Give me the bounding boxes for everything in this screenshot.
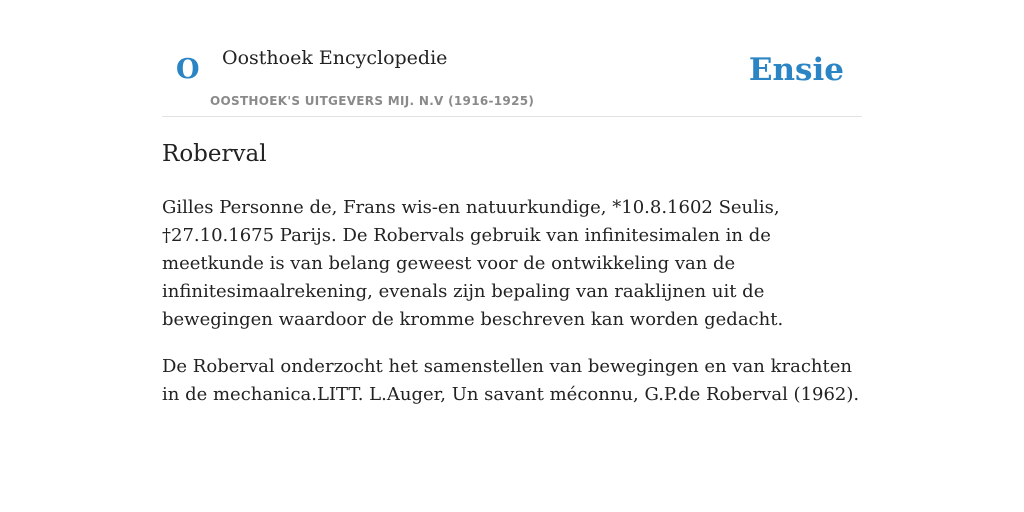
article-title: Roberval — [162, 141, 267, 167]
article-paragraph-1: Gilles Personne de, Frans wis-en natuurkundige, *10.8.1602 Seulis, †27.10.1675 Parijs. De Robervals gebruik van infinitesimalen in de meetkunde is van belang geweest voor de ontwikkeling van de infinitesimaalrekening, evenals zijn bepaling van raaklijnen uit de bewegingen waardoor de kromme beschreven kan worden gedacht. — [162, 197, 784, 330]
publisher-label: OOSTHOEK'S UITGEVERS MIJ. N.V (1916-1925) — [210, 94, 535, 108]
article-paragraph-2: De Roberval onderzocht het samenstellen van bewegingen en van krachten in de mechanica.LITT. L.Auger, Un savant méconnu, G.P.de Roberval (1962). — [162, 356, 860, 405]
site-header — [162, 30, 862, 117]
site-title-link[interactable]: Oosthoek Encyclopedie — [222, 47, 448, 69]
article — [162, 138, 862, 428]
oosthoek-logo[interactable]: O — [176, 54, 200, 85]
ensie-brand-link[interactable]: Ensie — [748, 52, 844, 88]
